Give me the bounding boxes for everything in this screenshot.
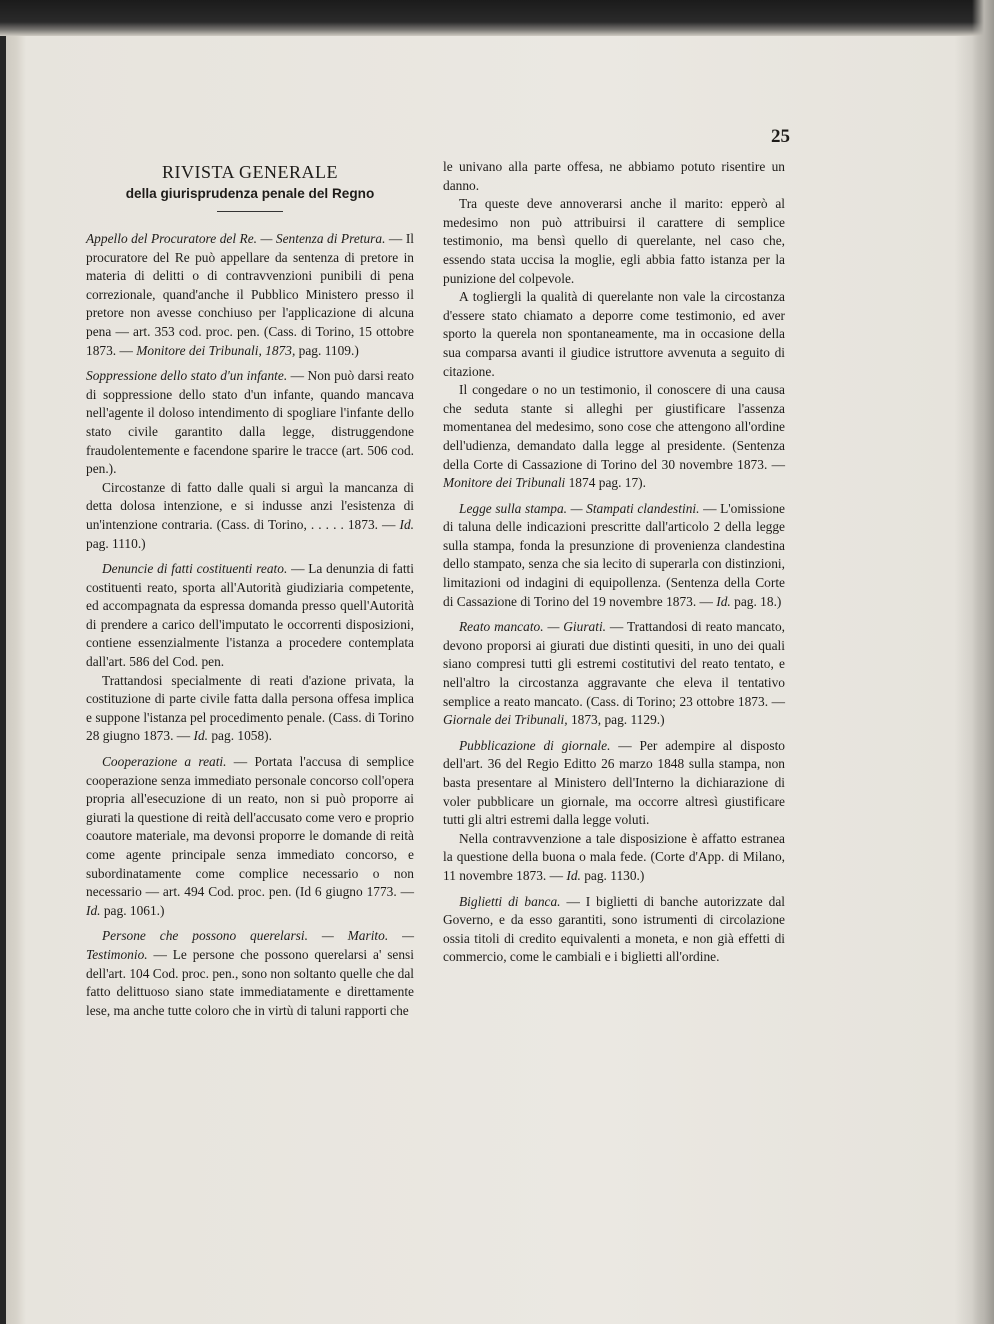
left-paragraph-7: Persone che possono querelarsi. — Marito. — Testimonio. — Le persone che possono querelarsi a' sensi dell'art. 104 Cod. proc. pen., sono non soltanto quelle che dal fatto delittuoso siano state immediatamente e direttamente lese, ma anche tutte coloro che in virtù di taluni rapporti che [86, 928, 414, 1018]
page-title: RIVISTA GENERALE [161, 162, 339, 182]
right-paragraph-6: Reato mancato. — Giurati. — Trattandosi di reato mancato, devono proporsi ai giurati due distinti quesiti, in uno dei quali siano compresi tutti gli estremi costitutivi del reato tentato, e nell'altro la circostanza aggravante che eleva il tentativo semplice a reato mancato. (Cass. di Torino; 23 ottobre 1873. — Giornale dei Tribunali, 1873, pag. 1129.) [443, 619, 786, 728]
left-paragraph-1: Appello del Procuratore del Re. — Sentenza di Pretura. — Il procuratore del Re può appellare da sentenza di pretore in materia di delitti o di contravvenzioni punibili di pena correzionale, quand'anche il Pubblico Ministero presso il pretore non avesse conchiuso per l'applicazione di alcuna pena — art. 353 cod. proc. pen. (Cass. di Torino, 15 ottobre 1873. — Monitore dei Tribunali, 1873, pag. 1109.) [86, 231, 414, 358]
right-paragraph-2: Tra queste deve annoverarsi anche il marito: epperò al medesimo non può attribuirsi il carattere di semplice testimonio, ma bensì quello di querelante, nel caso che, essendo stata uccisa la moglie, egli abbia fatto istanza per la punizione del colpevole. [443, 196, 785, 286]
title-divider [217, 211, 283, 212]
right-paragraph-1: le univano alla parte offesa, ne abbiamo potuto risentire un danno. [443, 159, 785, 193]
left-paragraph-5: Trattandosi specialmente di reati d'azione privata, la costituzione di parte civile fatta dalla persona offesa implica e suppone l'istanza pel procedimento penale. (Cass. di Torino 28 giugno 1873. — Id. pag. 1058). [86, 672, 414, 744]
right-paragraph-5: Legge sulla stampa. — Stampati clandestini. — L'omissione di taluna delle indicazioni prescritte dall'articolo 2 della legge sulla stampa, fonda la presunzione di provenienza clandestina dello stampato, senza che sia lecito di superarla con distinzioni, limitazioni od indagini di equipollenza. (Sentenza della Corte di Cassazione di Torino del 19 novembre 1873. — Id. pag. 18.) [443, 500, 785, 609]
left-paragraph-4: Denuncie di fatti costituenti reato. — La denunzia di fatti costituenti reato, sporta all'Autorità giudiziaria competente, ed accompagnata da espressa domanda presso quell'Autorità di prendere a carico dell'imputato le occorrenti disposizioni, contiene essenzialmente l'istanza a procedere contemplata dall'art. 586 del Cod. pen. [86, 561, 414, 670]
right-paragraph-7: Pubblicazione di giornale. — Per adempire al disposto dell'art. 36 del Regio Editto 26 marzo 1848 sulla stampa, non basta presentare al Ministero dell'Interno la dichiarazione di voler pubblicare un giornale, ma occorre altresì giustificare tutti gli altri estremi dalla legge voluti. [443, 737, 785, 828]
left-column [86, 158, 414, 1020]
page-number: 25 [771, 126, 790, 147]
left-paragraph-3: Circostanze di fatto dalle quali si arguì la mancanza di detta dolosa intenzione, e si indusse anzi l'esistenza di un'intenzione contraria. (Cass. di Torino, . . . . . 1873. — Id. pag. 1110.) [86, 479, 414, 551]
right-paragraph-8: Nella contravvenzione a tale disposizione è affatto estranea la questione della buona o mala fede. (Corte d'App. di Milano, 11 novembre 1873. — Id. pag. 1130.) [443, 830, 785, 883]
right-paragraph-9: Biglietti di banca. — I biglietti di banche autorizzate dal Governo, e da esso garantiti, sono istrumenti di circolazione ossia titoli di credito equivalenti a moneta, e non già effetti di commercio, come le cambiali e i biglietti all'ordine. [443, 893, 786, 965]
right-paragraph-3: A togliergli la qualità di querelante non vale la circostanza d'essere stato chiamato a deporre come testimonio, ed aver sporto la querela non spontaneamente, ma in occasione della sua comparsa avanti il giudice istruttore avvenuta a seguito di citazione. [443, 289, 785, 379]
right-paragraph-4: Il congedare o no un testimonio, il conoscere di una causa che seduta stante si alleghi per giustificare l'assenza momentanea del medesimo, sono cose che attengono all'ordine dell'udienza, demandato dalla legge al presidente. (Sentenza della Corte di Cassazione di Torino del 30 novembre 1873. — Monitore dei Tribunali 1874 pag. 17). [443, 382, 785, 491]
left-paragraph-2: Soppressione dello stato d'un infante. — Non può darsi reato di soppressione dello stato d'un infante, quando mancava nell'agente il doloso intendimento di spogliare l'infante dello stato civile garantito dalla legge, distruggendone fraudolentemente e facendone sparire le tracce (art. 506 cod. pen.). [86, 368, 414, 477]
right-column [443, 158, 785, 967]
page-subtitle: della giurisprudenza penale del Regno [125, 186, 375, 201]
left-paragraph-6: Cooperazione a reati. — Portata l'accusa di semplice cooperazione senza immediato personale concorso coll'opera propria all'esecuzione di un reato, non si può proporre ai giurati la questione di reità dell'accusato come vero e proprio coautore materiale, ma devonsi proporre le domande di reità come agente principale senza immediato concorso, e subordinatamente come complice necessario o non necessario — art. 494 Cod. proc. pen. (Id 6 giugno 1773. — Id. pag. 1061.) [86, 754, 414, 918]
